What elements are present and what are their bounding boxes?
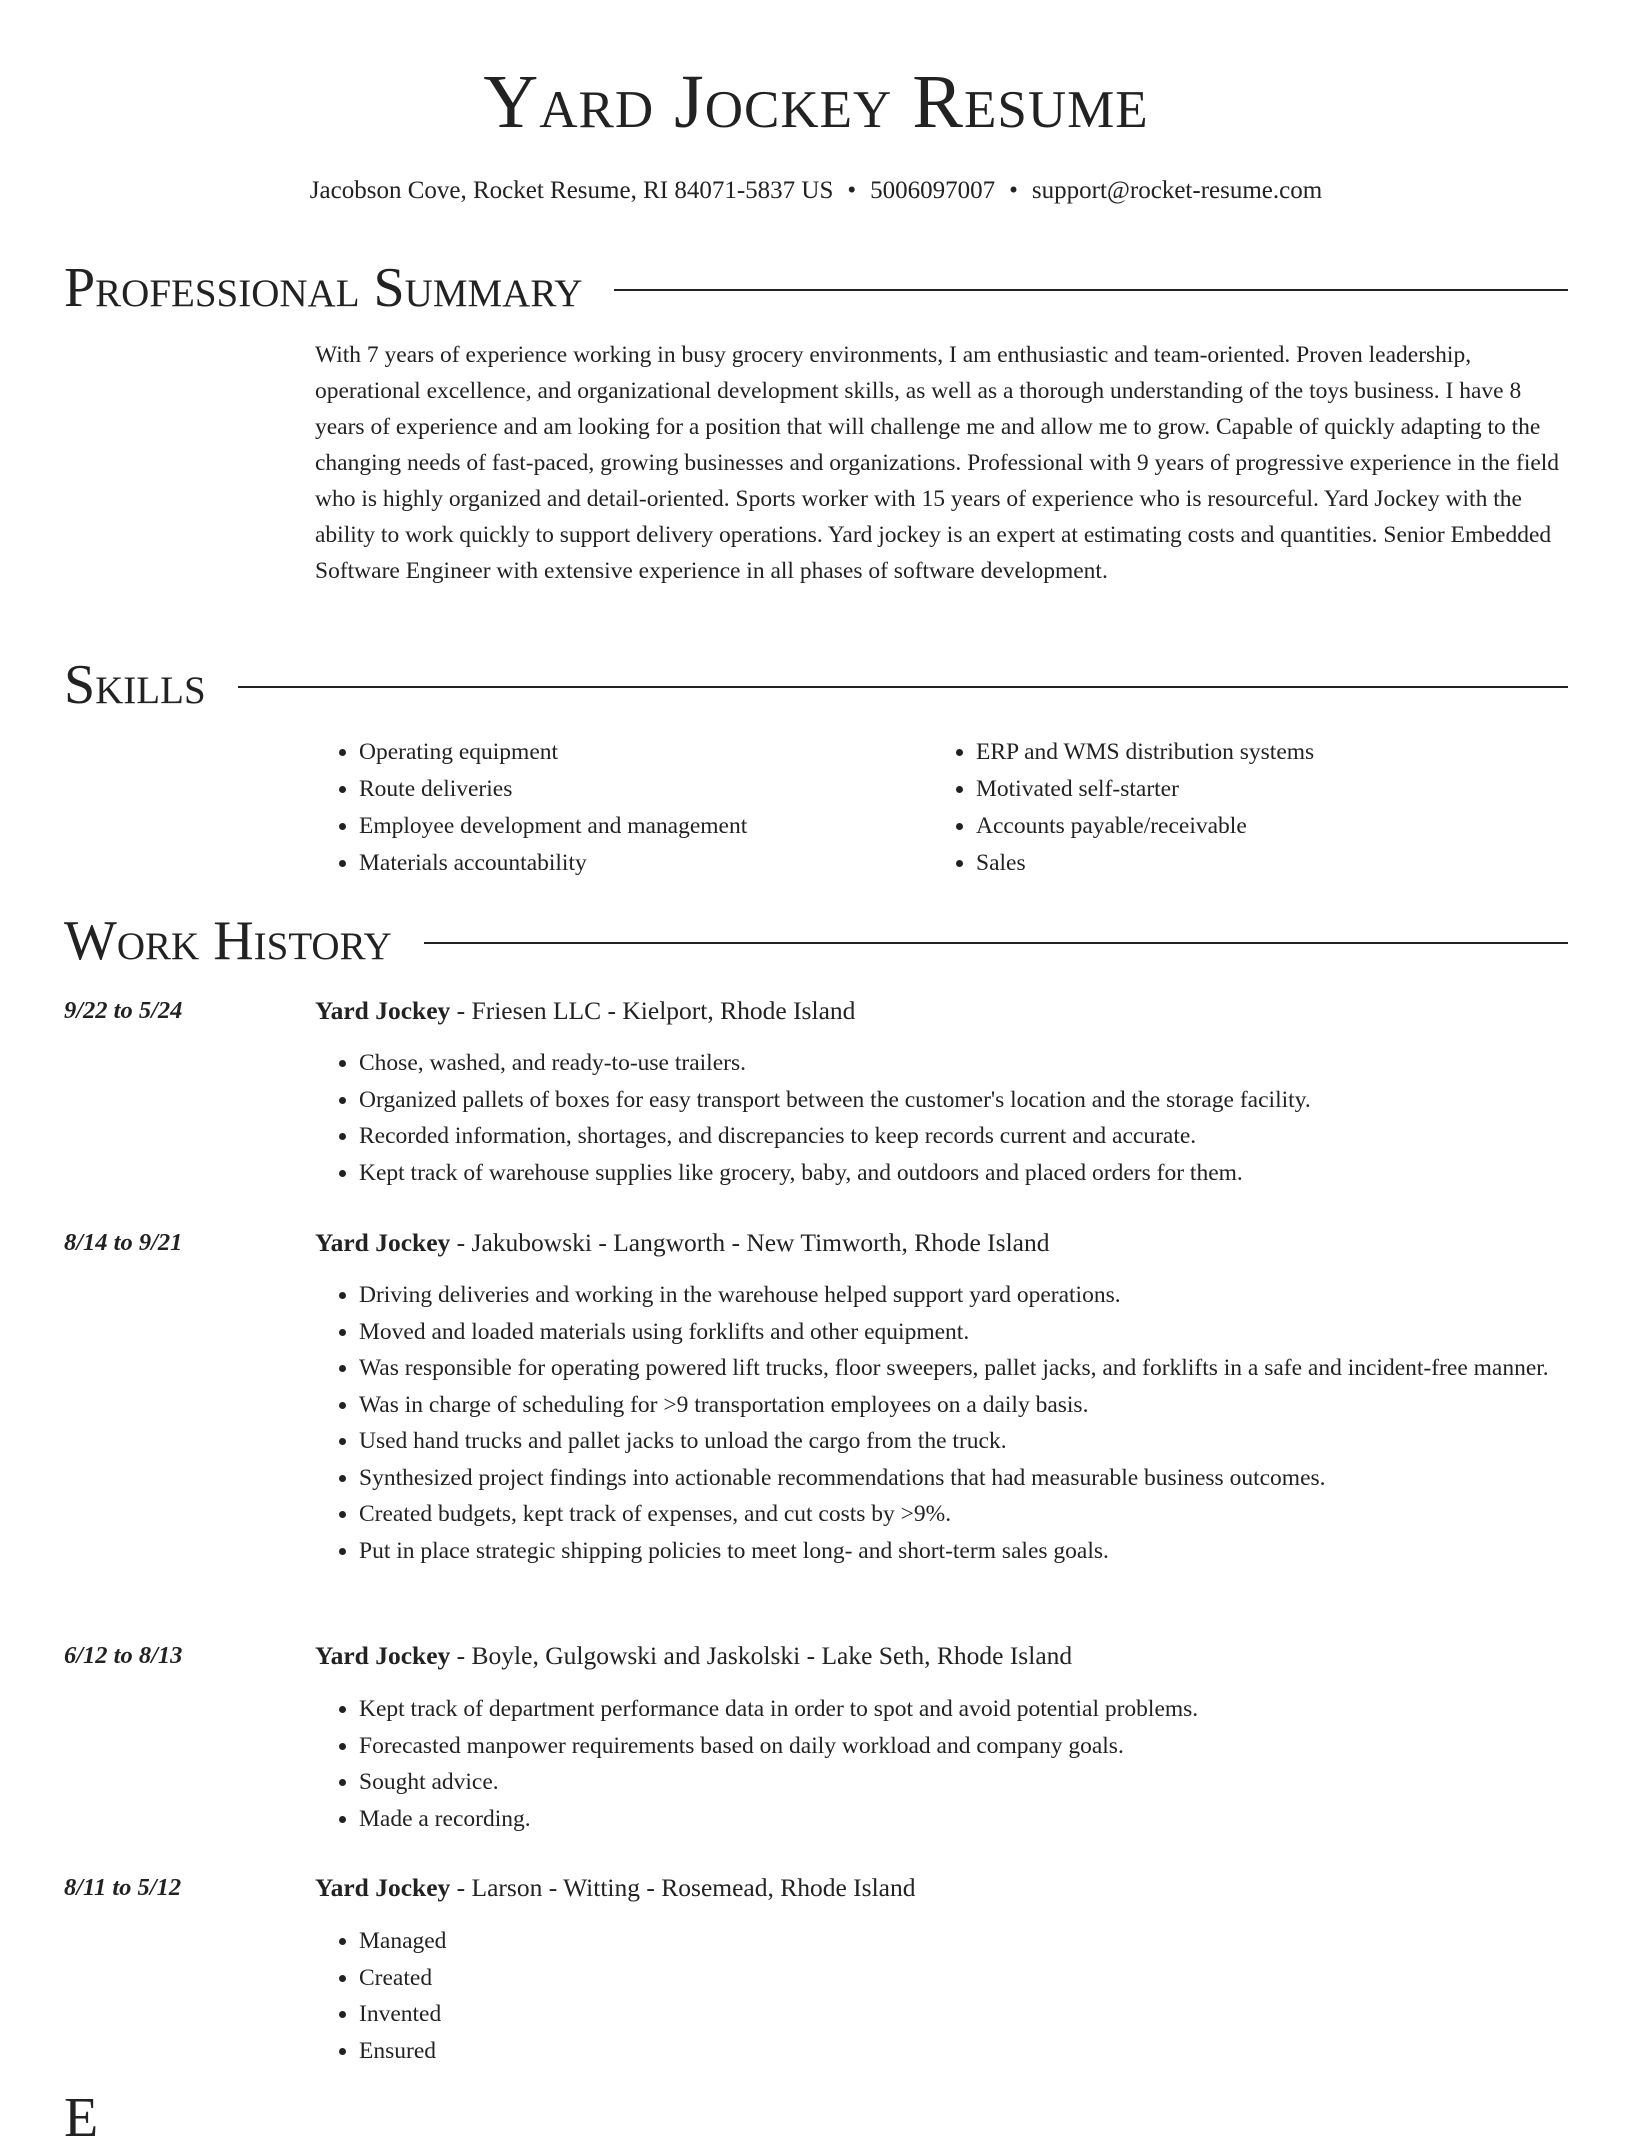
job-bullets — [315, 1045, 1570, 1191]
job-bullets — [315, 1277, 1570, 1569]
skills-section-header — [64, 655, 1568, 715]
job-header — [315, 993, 855, 1029]
skills-list-left — [315, 734, 959, 882]
job-bullet: • Synthesized project findings into actionable recommendations that had measurable business outcomes. — [359, 1460, 1570, 1497]
contact-address: Jacobson Cove, Rocket Resume, RI 84071-5837 US — [309, 177, 834, 204]
job-bullet: • Organized pallets of boxes for easy transport between the customer's location and the storage facility. — [359, 1082, 1570, 1119]
skill-item: • Employee development and management — [359, 808, 959, 845]
job-bullet: • Put in place strategic shipping policies to meet long- and short-term sales goals. — [359, 1533, 1570, 1570]
contact-email: support@rocket-resume.com — [1031, 177, 1323, 204]
job-bullet: • Ensured — [359, 2033, 1570, 2070]
summary-section-header — [64, 258, 1568, 318]
summary-text: With 7 years of experience working in busy grocery environments, I am enthusiastic and team-oriented. Proven leadership, operational excellence, and organizational development skills, as well as a thorough understanding of the toys business. I have 8 years of experience and am looking for a position that will challenge me and allow me to grow. Capable of quickly adapting to the changing needs of fast-paced, growing businesses and organizations. Professional with 9 years of progressive experience in the field who is highly organized and detail-oriented. Sports worker with 15 years of experience who is resourceful. Yard Jockey with the ability to work quickly to support delivery operations. Yard jockey is an expert at estimating costs and quantities. Senior Embedded Software Engineer with extensive experience in all phases of software development. — [315, 342, 1560, 584]
job-bullet: • Chose, washed, and ready-to-use trailers. — [359, 1045, 1570, 1082]
work-section-header — [64, 911, 1568, 971]
contact-separator: • — [1009, 177, 1018, 204]
job-bullets — [315, 1923, 1570, 2069]
skills-list-right — [932, 734, 1596, 882]
job-header — [315, 1870, 916, 1906]
contact-phone: 5006097007 — [870, 177, 996, 204]
work-heading: Work History — [64, 910, 392, 972]
skill-item: • Sales — [976, 845, 1596, 882]
job-dates: 9/22 to 5/24 — [64, 997, 183, 1024]
job-title: Yard Jockey — [315, 1873, 451, 1902]
job-dates: 6/12 to 8/13 — [64, 1642, 183, 1669]
job-bullet: • Used hand trucks and pallet jacks to unload the cargo from the truck. — [359, 1423, 1570, 1460]
skill-item: • ERP and WMS distribution systems — [976, 734, 1596, 771]
job-bullet: • Was responsible for operating powered lift trucks, floor sweepers, pallet jacks, and forklifts in a safe and incident-free manner. — [359, 1350, 1570, 1387]
job-company: - Boyle, Gulgowski and Jaskolski - Lake Seth, Rhode Island — [450, 1641, 1073, 1670]
skill-item: • Materials accountability — [359, 845, 959, 882]
job-bullets — [315, 1691, 1570, 1837]
contact-separator: • — [847, 177, 857, 204]
job-bullet: • Forecasted manpower requirements based on daily workload and company goals. — [359, 1728, 1570, 1765]
job-bullet: • Made a recording. — [359, 1801, 1570, 1838]
skill-item: • Operating equipment — [359, 734, 959, 771]
job-title: Yard Jockey — [315, 996, 451, 1025]
section-divider — [424, 942, 1568, 944]
job-bullet: • Driving deliveries and working in the warehouse helped support yard operations. — [359, 1277, 1570, 1314]
summary-heading: Professional Summary — [64, 257, 583, 319]
job-title: Yard Jockey — [315, 1228, 451, 1257]
job-bullet: • Created budgets, kept track of expenses, and cut costs by >9%. — [359, 1496, 1570, 1533]
section-divider — [238, 686, 1568, 688]
job-dates: 8/11 to 5/12 — [64, 1874, 182, 1901]
job-bullet: • Managed — [359, 1923, 1570, 1960]
job-bullet: • Was in charge of scheduling for >9 transportation employees on a daily basis. — [359, 1387, 1570, 1424]
job-header — [315, 1225, 1050, 1261]
job-dates: 8/14 to 9/21 — [64, 1229, 183, 1256]
skill-item: • Accounts payable/receivable — [976, 808, 1596, 845]
resume-title: Yard Jockey Resume — [483, 60, 1149, 144]
job-title: Yard Jockey — [315, 1641, 451, 1670]
job-company: - Larson - Witting - Rosemead, Rhode Island — [450, 1873, 916, 1902]
job-bullet: • Kept track of warehouse supplies like grocery, baby, and outdoors and placed orders for them. — [359, 1155, 1570, 1192]
job-bullet: • Sought advice. — [359, 1764, 1570, 1801]
contact-line — [0, 174, 1632, 208]
job-header — [315, 1638, 1072, 1674]
skills-heading: Skills — [64, 654, 206, 716]
skill-item: • Motivated self-starter — [976, 771, 1596, 808]
section-divider — [614, 289, 1568, 291]
job-bullet: • Moved and loaded materials using forklifts and other equipment. — [359, 1314, 1570, 1351]
job-bullet: • Recorded information, shortages, and discrepancies to keep records current and accurate. — [359, 1118, 1570, 1155]
job-bullet: • Kept track of department performance data in order to spot and avoid potential problems. — [359, 1691, 1570, 1728]
job-bullet: • Created — [359, 1960, 1570, 1997]
next-section-heading-partial: E — [64, 2087, 99, 2149]
job-company: - Jakubowski - Langworth - New Timworth, Rhode Island — [450, 1228, 1050, 1257]
skill-item: • Route deliveries — [359, 771, 959, 808]
job-bullet: • Invented — [359, 1996, 1570, 2033]
job-company: - Friesen LLC - Kielport, Rhode Island — [450, 996, 856, 1025]
